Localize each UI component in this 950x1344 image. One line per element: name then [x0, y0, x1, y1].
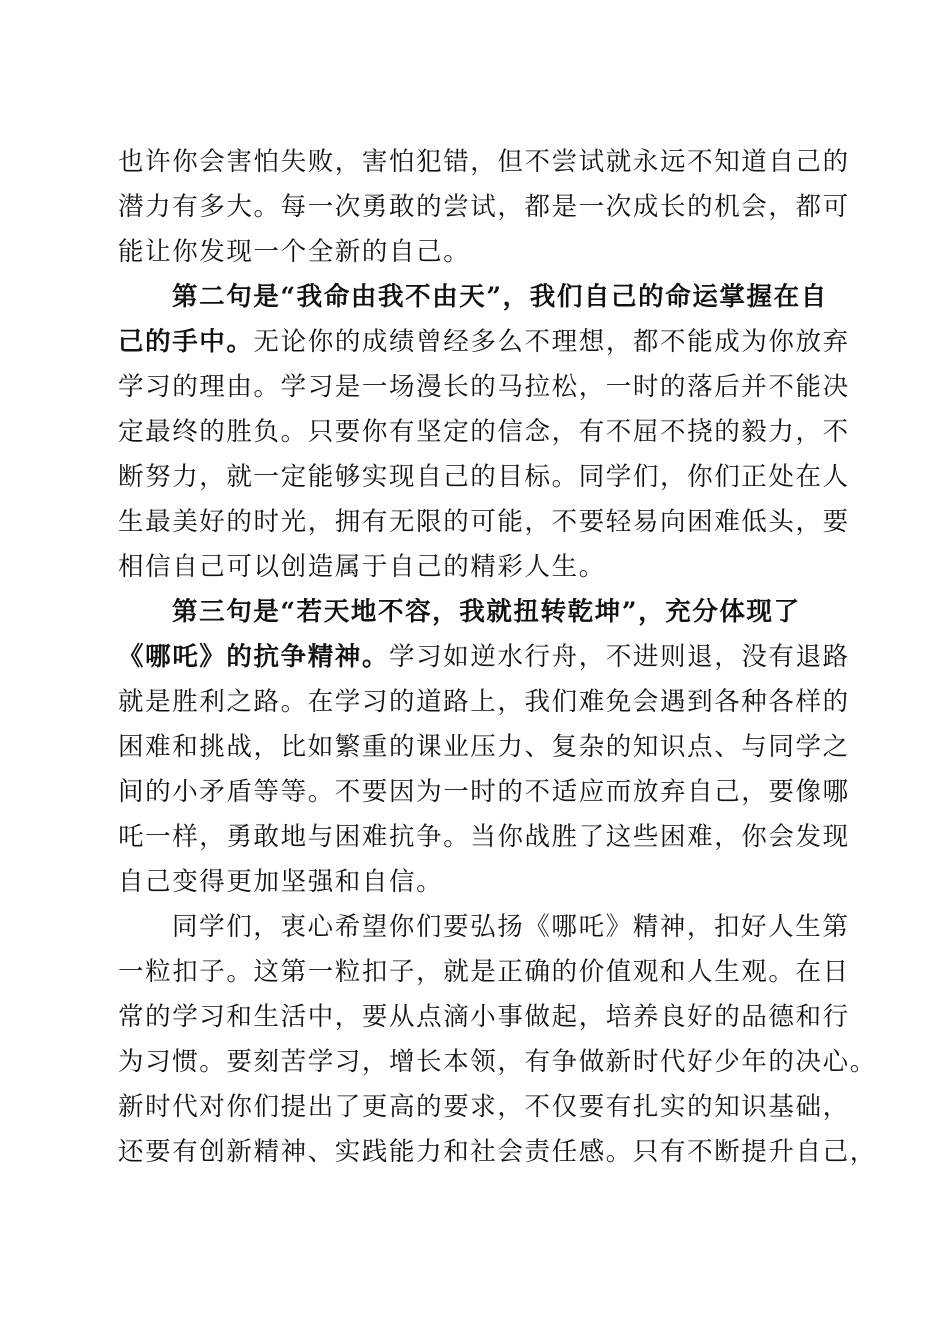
paragraph-1	[118, 140, 850, 275]
text-line: 一粒扣子。这第一粒扣子，就是正确的价值观和人生观。在日	[118, 957, 850, 987]
text-span: 学习如逆水行舟，不进则退，没有退路	[389, 642, 850, 672]
bold-heading-tail: 《哪吒》的抗争精神。	[118, 642, 390, 672]
text-line: 断努力，就一定能够实现自己的目标。同学们，你们正处在人	[118, 462, 850, 492]
text-line: 自己变得更加坚强和自信。	[118, 867, 444, 897]
text-line: 还要有创新精神、实践能力和社会责任感。只有不断提升自己，	[118, 1137, 877, 1167]
text-line: 为习惯。要刻苦学习，增长本领，有争做新时代好少年的决心。	[118, 1047, 877, 1077]
bold-heading-tail: 己的手中。	[118, 327, 254, 357]
text-line: 新时代对你们提出了更高的要求，不仅要有扎实的知识基础，	[118, 1092, 850, 1122]
text-line: 能让你发现一个全新的自己。	[118, 237, 471, 267]
bold-heading-line: 第二句是“我命由我不由天”，我们自己的命运掌握在自	[172, 282, 828, 312]
text-line: 学习的理由。学习是一场漫长的马拉松，一时的落后并不能决	[118, 372, 850, 402]
text-line: 定最终的胜负。只要你有坚定的信念，有不屈不挠的毅力，不	[118, 417, 850, 447]
text-span: 无论你的成绩曾经多么不理想，都不能成为你放弃	[253, 327, 850, 357]
bold-heading-line: 第三句是“若天地不容，我就扭转乾坤”，充分体现了	[172, 597, 801, 627]
text-line: 常的学习和生活中，要从点滴小事做起，培养良好的品德和行	[118, 1002, 850, 1032]
text-line: 就是胜利之路。在学习的道路上，我们难免会遇到各种各样的	[118, 687, 850, 717]
mixed-line	[118, 635, 850, 680]
text-line: 间的小矛盾等等。不要因为一时的不适应而放弃自己，要像哪	[118, 777, 850, 807]
paragraph-4	[118, 905, 877, 1175]
text-line: 吒一样，勇敢地与困难抗争。当你战胜了这些困难，你会发现	[118, 822, 850, 852]
mixed-line	[118, 320, 850, 365]
text-line: 困难和挑战，比如繁重的课业压力、复杂的知识点、与同学之	[118, 732, 850, 762]
text-line: 潜力有多大。每一次勇敢的尝试，都是一次成长的机会，都可	[118, 192, 850, 222]
text-line: 同学们，衷心希望你们要弘扬《哪吒》精神，扣好人生第	[172, 912, 850, 942]
text-line: 也许你会害怕失败，害怕犯错，但不尝试就永远不知道自己的	[118, 147, 850, 177]
paragraph-3	[118, 590, 850, 905]
paragraph-2	[118, 275, 850, 590]
document-body	[118, 140, 877, 1175]
text-line: 相信自己可以创造属于自己的精彩人生。	[118, 552, 606, 582]
text-line: 生最美好的时光，拥有无限的可能，不要轻易向困难低头，要	[118, 507, 850, 537]
